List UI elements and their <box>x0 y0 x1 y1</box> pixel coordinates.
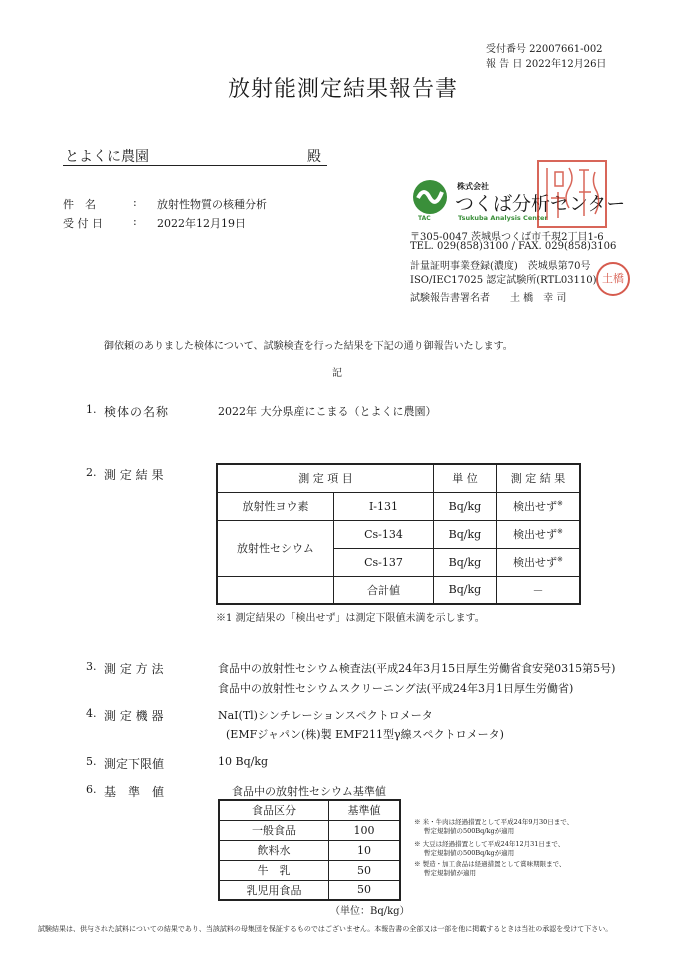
standards-table <box>218 799 401 901</box>
standards-table-title: 食品中の放射性セシウム基準値 <box>232 785 386 798</box>
tac-mark-icon <box>410 178 452 224</box>
company-seal <box>537 160 607 228</box>
received-colon: : <box>133 215 137 228</box>
standards-unit: （単位：Bq/kg） <box>330 906 410 917</box>
header-category: 食品区分 <box>219 800 329 820</box>
standards-note-1: ※ 米・牛肉は経過措置として平成24年9月30日まで、 暫定規制値の500Bq/kgが適用 <box>414 818 574 835</box>
standard-value-cell: 50 <box>329 880 401 900</box>
category-cell: 一般食品 <box>219 820 329 840</box>
page-title: 放射能測定結果報告書 <box>228 77 459 102</box>
table-row <box>217 492 580 520</box>
unit-cs137: Bq/kg <box>433 548 496 576</box>
footer-disclaimer: 試験結果は、供与された試料についての結果であり、当該試料の母集団を保証するものではございません。本報告書の全部又は一部を他に掲載するときは当社の承認を受けて下さい。 <box>38 925 613 933</box>
section-6-number: 6. <box>86 783 97 796</box>
results-table <box>216 463 581 605</box>
subject-colon: : <box>133 196 137 209</box>
table-row <box>219 860 400 880</box>
addressee-name: とよくに農園 <box>65 149 149 165</box>
section-2-number: 2. <box>86 466 97 479</box>
nuclide-i131: I-131 <box>334 492 434 520</box>
results-note: ※1 測定結果の「検出せず」は測定下限値未満を示します。 <box>216 613 485 624</box>
section-2-label: 測 定 結 果 <box>104 468 164 482</box>
header-item: 測 定 項 目 <box>217 464 433 492</box>
result-total: － <box>496 576 580 604</box>
instrument-line-1: NaI(Tl)シンチレーションスペクトロメータ <box>218 709 433 722</box>
table-row <box>219 820 400 840</box>
result-cs134: 検出せず※ <box>496 520 580 548</box>
table-row <box>219 880 400 900</box>
category-cell: 牛 乳 <box>219 860 329 880</box>
nuclide-total: 合計値 <box>334 576 434 604</box>
header-standard-value: 基準値 <box>329 800 401 820</box>
seal-pattern-icon <box>539 162 605 226</box>
table-row <box>217 576 580 604</box>
section-3-number: 3. <box>86 660 97 673</box>
section-6-label: 基 準 値 <box>104 785 165 799</box>
nuclide-cs137: Cs-137 <box>334 548 434 576</box>
detection-limit-value: 10 Bq/kg <box>218 755 269 768</box>
standard-value-cell: 10 <box>329 840 401 860</box>
unit-i131: Bq/kg <box>433 492 496 520</box>
company-tel: TEL. 029(858)3100 / FAX. 029(858)3106 <box>410 241 617 252</box>
report-date: 報 告 日 2022年12月26日 <box>486 59 607 70</box>
company-iso: ISO/IEC17025 認定試験所(RTL03110) <box>410 275 597 286</box>
header-result: 測 定 結 果 <box>496 464 580 492</box>
company-kabushiki: 株式会社 <box>457 182 489 191</box>
addressee-line <box>63 146 327 166</box>
subject-key: 件 名 <box>63 198 96 211</box>
received-key: 受 付 日 <box>63 217 103 230</box>
ki-mark: 記 <box>332 368 342 379</box>
unit-total: Bq/kg <box>433 576 496 604</box>
company-registration: 計量証明事業登録(濃度) 茨城県第70号 <box>410 261 591 272</box>
receipt-number: 受付番号 22007661-002 <box>486 44 603 55</box>
standard-value-cell: 50 <box>329 860 401 880</box>
group-cesium: 放射性セシウム <box>217 520 334 576</box>
report-signer: 試験報告書署名者 土 橋 幸 司 <box>410 293 567 304</box>
header-unit: 単 位 <box>433 464 496 492</box>
group-iodine: 放射性ヨウ素 <box>217 492 334 520</box>
result-i131: 検出せず※ <box>496 492 580 520</box>
section-1-value: 2022年 大分県産にこまる（とよくに農園） <box>218 405 437 418</box>
instrument-line-2: (EMFジャパン(株)製 EMF211型γ線スペクトロメータ) <box>226 728 504 741</box>
section-4-number: 4. <box>86 707 97 720</box>
unit-cs134: Bq/kg <box>433 520 496 548</box>
method-line-1: 食品中の放射性セシウム検査法(平成24年3月15日厚生労働省食安発0315第5号) <box>218 662 616 675</box>
addressee-honorific: 殿 <box>307 149 321 165</box>
company-address: 〒305-0047 茨城県つくば市千現2丁目1-6 <box>410 232 604 243</box>
signer-hanko: 土橋 <box>596 262 630 296</box>
group-empty <box>217 576 334 604</box>
standards-note-3: ※ 製造・加工食品は経過措置として賞味期限まで、 暫定規制値が適用 <box>414 860 566 877</box>
standards-header-row <box>219 800 400 820</box>
table-row <box>219 840 400 860</box>
company-name: つくば分析センター <box>455 193 626 215</box>
tac-abbr: TAC <box>418 215 431 222</box>
received-value: 2022年12月19日 <box>157 217 246 230</box>
category-cell: 乳児用食品 <box>219 880 329 900</box>
standards-note-2: ※ 大豆は経過措置として平成24年12月31日まで、 暫定規制値の500Bq/kgが適用 <box>414 840 565 857</box>
company-name-en: Tsukuba Analysis Center <box>458 214 548 222</box>
section-5-label: 測定下限値 <box>104 757 165 771</box>
category-cell: 飲料水 <box>219 840 329 860</box>
result-cs137: 検出せず※ <box>496 548 580 576</box>
intro-text: 御依頼のありました検体について、試験検査を行った結果を下記の通り御報告いたします。 <box>104 341 513 352</box>
subject-value: 放射性物質の核種分析 <box>157 198 267 211</box>
section-5-number: 5. <box>86 755 97 768</box>
section-1-number: 1. <box>86 403 97 416</box>
section-3-label: 測 定 方 法 <box>104 662 164 676</box>
nuclide-cs134: Cs-134 <box>334 520 434 548</box>
method-line-2: 食品中の放射性セシウムスクリーニング法(平成24年3月1日厚生労働省) <box>218 682 574 695</box>
standard-value-cell: 100 <box>329 820 401 840</box>
section-4-label: 測 定 機 器 <box>104 709 164 723</box>
table-row <box>217 520 580 548</box>
section-1-label: 検体の名称 <box>104 405 170 419</box>
results-header-row <box>217 464 580 492</box>
